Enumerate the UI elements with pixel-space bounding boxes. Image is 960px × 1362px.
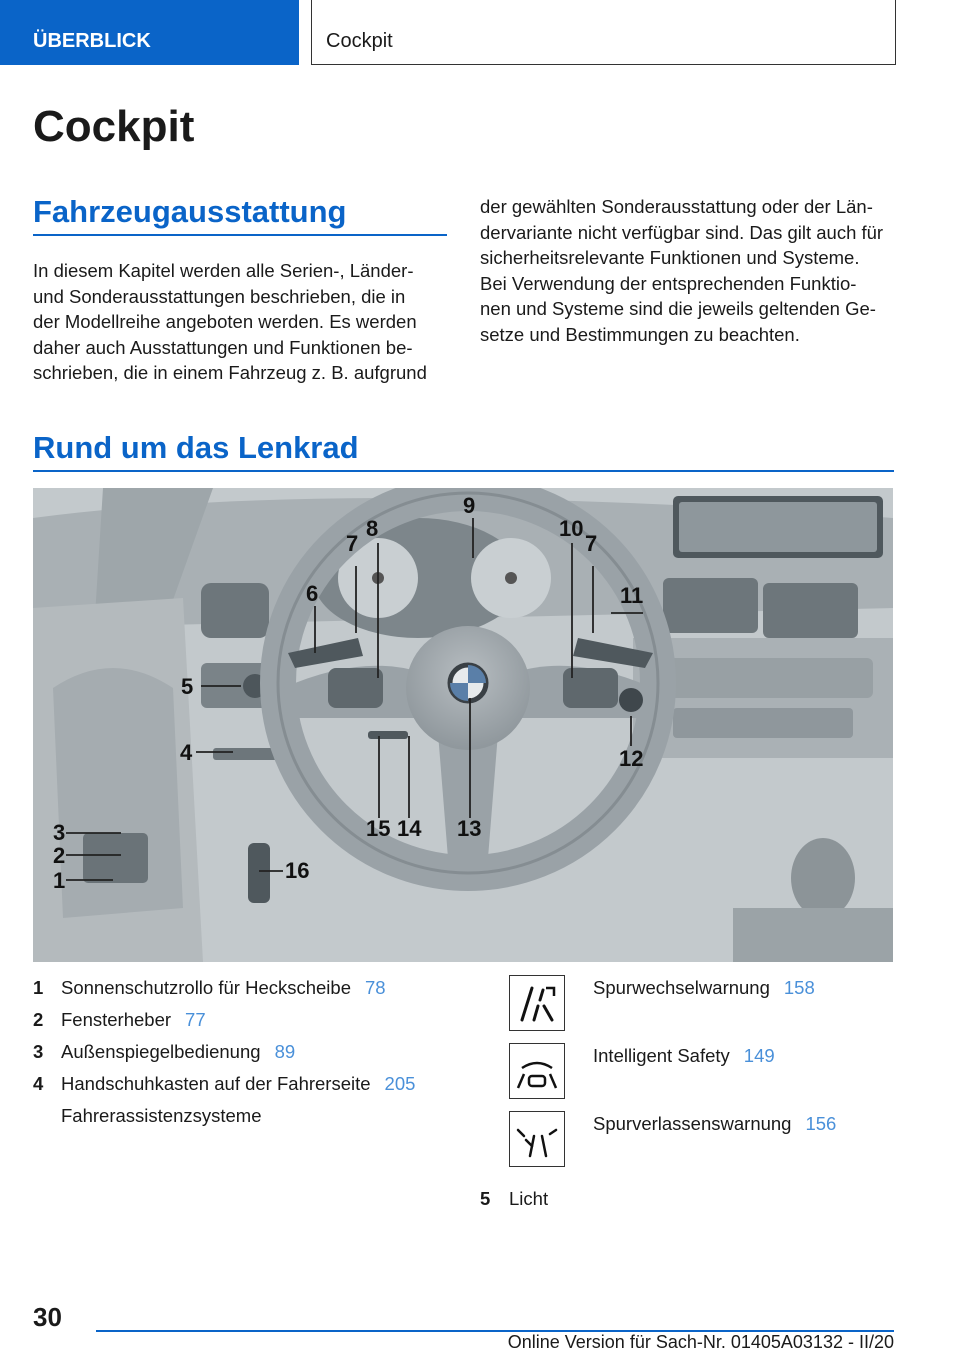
callout-11: 11 [620, 583, 644, 608]
section-heading-lenkrad: Rund um das Lenkrad [33, 430, 359, 465]
chapter-tab [311, 0, 896, 65]
legend-subheading: Fahrerassistenzsysteme [61, 1105, 262, 1126]
page-number: 30 [33, 1302, 62, 1332]
text-line: daher auch Ausstattungen und Funktionen be- [33, 336, 413, 358]
callout-15: 15 [366, 816, 391, 841]
text-line: der Modellreihe angeboten werden. Es werden [33, 311, 417, 333]
section-heading-rule [33, 234, 447, 236]
page-link[interactable]: 158 [783, 977, 815, 998]
callout-5: 5 [181, 674, 194, 699]
text-line: der gewählten Sonderausstattung oder der Län- [480, 196, 873, 217]
callout-16: 16 [285, 858, 310, 883]
cockpit-illustration [33, 488, 893, 962]
chapter-tab-label: Cockpit [326, 30, 393, 52]
legend-item: 1 Sonnenschutzrollo für Heckscheibe 78 [33, 977, 386, 998]
callout-13: 13 [457, 816, 482, 841]
legend-item: 3 Außenspiegelbedienung 89 [33, 1041, 296, 1062]
callout-4: 4 [180, 740, 193, 765]
callout-6: 6 [306, 581, 319, 606]
section-heading-rule [33, 470, 894, 472]
callout-1: 1 [53, 868, 66, 893]
callout-2: 2 [53, 843, 66, 868]
section-tab-label: ÜBERBLICK [33, 30, 151, 52]
text-line: In diesem Kapitel werden alle Serien-, Länder- [33, 260, 414, 281]
legend-item: 5 Licht [480, 1188, 549, 1209]
callout-7-right: 7 [585, 531, 598, 556]
text-line: und Sonderausstattungen beschrieben, die in [33, 285, 406, 307]
lane-change-warning-icon [509, 975, 565, 1031]
legend-item: Intelligent Safety 149 [593, 1045, 775, 1066]
page-link[interactable]: 89 [274, 1041, 296, 1062]
page-link[interactable]: 156 [805, 1113, 837, 1134]
callout-8: 8 [366, 516, 379, 541]
legend-item: Spurverlassenswarnung 156 [593, 1113, 837, 1134]
intro-text-left [33, 258, 427, 386]
callout-14: 14 [397, 816, 422, 841]
callout-9: 9 [463, 493, 476, 518]
text-line: nen und Systeme sind die jeweils geltenden Ge- [480, 298, 876, 320]
text-line: sicherheitsrelevante Funktionen und Systeme. [480, 247, 860, 269]
legend-item: 2 Fensterheber 77 [33, 1009, 206, 1030]
page-link[interactable]: 78 [365, 977, 386, 998]
intelligent-safety-icon [509, 1043, 565, 1099]
text-line: Bei Verwendung der entsprechenden Funktio- [480, 272, 857, 294]
callout-12: 12 [619, 746, 644, 771]
legend-item: 4 Handschuhkasten auf der Fahrerseite 205 [33, 1073, 416, 1094]
callout-10: 10 [559, 516, 584, 541]
text-line: dervariante nicht verfügbar sind. Das gilt auch für [480, 221, 884, 243]
legend-item: Spurwechselwarnung 158 [593, 977, 815, 998]
page-link[interactable]: 149 [743, 1045, 775, 1066]
callout-7-left: 7 [346, 531, 359, 556]
section-heading-fahrzeugausstattung: Fahrzeugausstattung [33, 194, 347, 229]
text-line: setze und Bestimmungen zu beachten. [480, 323, 800, 345]
page-link[interactable]: 77 [185, 1009, 206, 1030]
lane-departure-warning-icon [509, 1111, 565, 1167]
footer-text: Online Version für Sach-Nr. 01405A03132 - II/20 [507, 1332, 894, 1352]
text-line: schrieben, die in einem Fahrzeug z. B. aufgrund [33, 362, 427, 384]
section-tab [0, 0, 299, 65]
intro-text-right [480, 194, 883, 348]
page-link[interactable]: 205 [384, 1073, 416, 1094]
page-title: Cockpit [33, 102, 195, 151]
callout-3: 3 [53, 820, 66, 845]
